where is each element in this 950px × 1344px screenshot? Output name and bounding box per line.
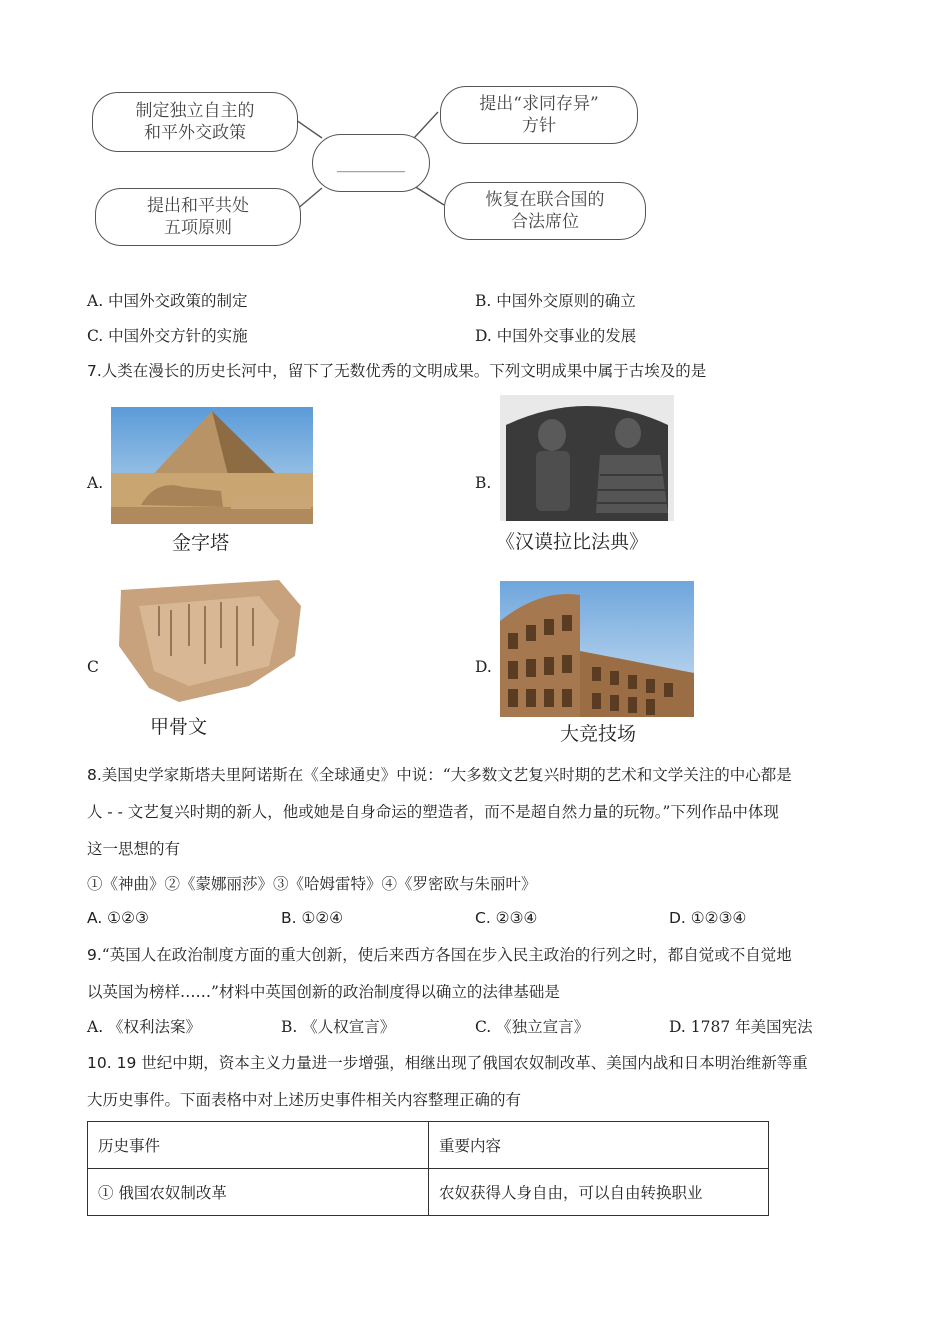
table-cell: ① 俄国农奴制改革 <box>88 1169 429 1216</box>
pyramid-image <box>111 407 313 524</box>
node-center-blank: ________ <box>312 134 430 192</box>
q10-stem-line1: 10. 19 世纪中期，资本主义力量进一步增强，相继出现了俄国农奴制改革、美国内战和日本明治维新等重 <box>87 1054 808 1072</box>
q6-option-d[interactable]: D. 中国外交事业的发展 <box>475 327 637 345</box>
table-header-cell: 重要内容 <box>429 1122 769 1169</box>
q7-option-b-label[interactable]: B. <box>475 474 492 492</box>
q8-items: ①《神曲》②《蒙娜丽莎》③《哈姆雷特》④《罗密欧与朱丽叶》 <box>87 875 537 893</box>
q8-option-d[interactable]: D. ①②③④ <box>669 909 747 927</box>
q8-stem-line2: 人 - - 文艺复兴时期的新人，他或她是自身命运的塑造者，而不是超自然力量的玩物。”下列作品中体现 <box>87 803 779 821</box>
q9-option-d[interactable]: D. 1787 年美国宪法 <box>669 1018 813 1036</box>
q7-caption-d: 大竞技场 <box>560 723 637 745</box>
table-row <box>88 1169 769 1216</box>
q9-stem-line2: 以英国为榜样……”材料中英国创新的政治制度得以确立的法律基础是 <box>87 983 560 1001</box>
q7-caption-c: 甲骨文 <box>150 716 208 738</box>
q7-caption-b: 《汉谟拉比法典》 <box>496 531 649 553</box>
q7-caption-a: 金字塔 <box>172 532 230 554</box>
node-common-ground: 提出“求同存异” 方针 <box>440 86 638 144</box>
table-header-row <box>88 1122 769 1169</box>
q8-stem-line3: 这一思想的有 <box>87 840 181 858</box>
table-header-cell: 历史事件 <box>88 1122 429 1169</box>
q8-option-c[interactable]: C. ②③④ <box>475 909 538 927</box>
q9-option-c[interactable]: C. 《独立宣言》 <box>475 1018 590 1036</box>
q9-stem-line1: 9.“英国人在政治制度方面的重大创新，使后来西方各国在步入民主政治的行列之时，都自觉或不自觉地 <box>87 946 792 964</box>
q6-option-c[interactable]: C. 中国外交方针的实施 <box>87 327 248 345</box>
q9-option-b[interactable]: B. 《人权宣言》 <box>281 1018 396 1036</box>
q9-option-a[interactable]: A. 《权利法案》 <box>87 1018 202 1036</box>
q10-stem-line2: 大历史事件。下面表格中对上述历史事件相关内容整理正确的有 <box>87 1091 522 1109</box>
node-independent-policy: 制定独立自主的 和平外交政策 <box>92 92 298 152</box>
q8-stem-line1: 8.美国史学家斯塔夫里阿诺斯在《全球通史》中说：“大多数文艺复兴时期的艺术和文学关注的中心都是 <box>87 766 792 784</box>
q6-option-a[interactable]: A. 中国外交政策的制定 <box>87 292 248 310</box>
node-un-seat: 恢复在联合国的 合法席位 <box>444 182 646 240</box>
oracle-bone-image <box>109 576 303 706</box>
q8-option-b[interactable]: B. ①②④ <box>281 909 344 927</box>
q7-option-a-label[interactable]: A. <box>87 474 104 492</box>
node-five-principles: 提出和平共处 五项原则 <box>95 188 301 246</box>
events-table <box>87 1121 769 1216</box>
q7-option-d-label[interactable]: D. <box>475 658 492 676</box>
q7-option-c-label[interactable]: C <box>87 658 99 676</box>
colosseum-image <box>500 581 694 717</box>
hammurabi-stele-image <box>500 395 674 521</box>
q8-option-a[interactable]: A. ①②③ <box>87 909 149 927</box>
q6-option-b[interactable]: B. 中国外交原则的确立 <box>475 292 636 310</box>
table-cell: 农奴获得人身自由，可以自由转换职业 <box>429 1169 769 1216</box>
q7-stem: 7.人类在漫长的历史长河中，留下了无数优秀的文明成果。下列文明成果中属于古埃及的是 <box>87 362 707 380</box>
